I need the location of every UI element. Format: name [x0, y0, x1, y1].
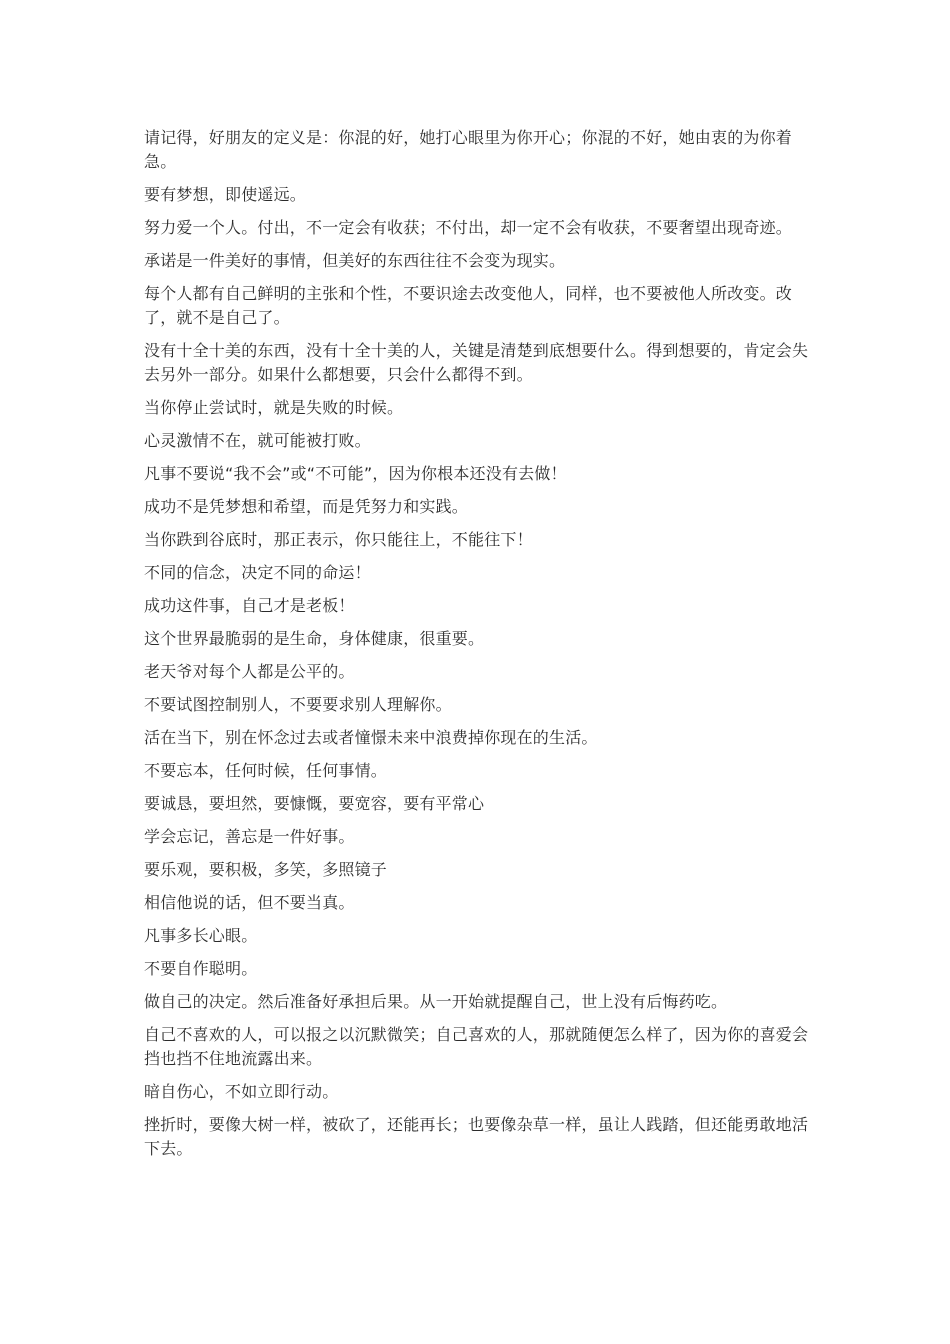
paragraph: 不要试图控制别人，不要要求别人理解你。 — [144, 695, 452, 714]
paragraph: 承诺是一件美好的事情，但美好的东西往往不会变为现实。 — [144, 251, 566, 270]
paragraph: 没有十全十美的东西，没有十全十美的人，关键是清楚到底想要什么。得到想要的，肯定会失去另外一部分。如果什么都想要，只会什么都得不到。 — [144, 341, 809, 384]
paragraph: 要乐观，要积极，多笑，多照镜子 — [144, 860, 388, 879]
paragraph: 不要自作聪明。 — [144, 959, 258, 978]
paragraph: 当你跌到谷底时，那正表示，你只能往上，不能往下！ — [144, 530, 533, 549]
paragraph: 心灵激情不在，就可能被打败。 — [144, 431, 371, 450]
paragraph: 挫折时，要像大树一样，被砍了，还能再长；也要像杂草一样，虽让人践踏，但还能勇敢地活下去。 — [144, 1115, 809, 1158]
paragraph: 不同的信念，决定不同的命运！ — [144, 563, 371, 582]
paragraph: 学会忘记，善忘是一件好事。 — [144, 827, 355, 846]
paragraph: 凡事多长心眼。 — [144, 926, 258, 945]
paragraph: 凡事不要说“我不会”或“不可能”，因为你根本还没有去做！ — [144, 464, 567, 483]
paragraph: 老天爷对每个人都是公平的。 — [144, 662, 355, 681]
paragraph: 成功不是凭梦想和希望，而是凭努力和实践。 — [144, 497, 469, 516]
paragraph: 请记得，好朋友的定义是：你混的好，她打心眼里为你开心；你混的不好，她由衷的为你着急。 — [144, 128, 793, 171]
paragraph: 活在当下，别在怀念过去或者憧憬未来中浪费掉你现在的生活。 — [144, 728, 598, 747]
paragraph: 要有梦想，即使遥远。 — [144, 185, 307, 204]
paragraph: 不要忘本，任何时候，任何事情。 — [144, 761, 388, 780]
paragraph: 做自己的决定。然后准备好承担后果。从一开始就提醒自己，世上没有后悔药吃。 — [144, 992, 728, 1011]
paragraph: 努力爱一个人。付出，不一定会有收获；不付出，却一定不会有收获，不要奢望出现奇迹。 — [144, 218, 793, 237]
paragraph: 每个人都有自己鲜明的主张和个性，不要识途去改变他人，同样，也不要被他人所改变。改了，就不是自己了。 — [144, 284, 793, 327]
paragraph: 自己不喜欢的人，可以报之以沉默微笑；自己喜欢的人，那就随便怎么样了，因为你的喜爱会挡也挡不住地流露出来。 — [144, 1025, 809, 1068]
paragraph: 这个世界最脆弱的是生命，身体健康，很重要。 — [144, 629, 485, 648]
paragraph: 成功这件事，自己才是老板！ — [144, 596, 355, 615]
paragraph: 要诚恳，要坦然，要慷慨，要宽容，要有平常心 — [144, 794, 485, 813]
paragraph: 暗自伤心，不如立即行动。 — [144, 1082, 339, 1101]
paragraph: 相信他说的话，但不要当真。 — [144, 893, 355, 912]
document-body — [144, 126, 814, 1170]
paragraph: 当你停止尝试时，就是失败的时候。 — [144, 398, 404, 417]
